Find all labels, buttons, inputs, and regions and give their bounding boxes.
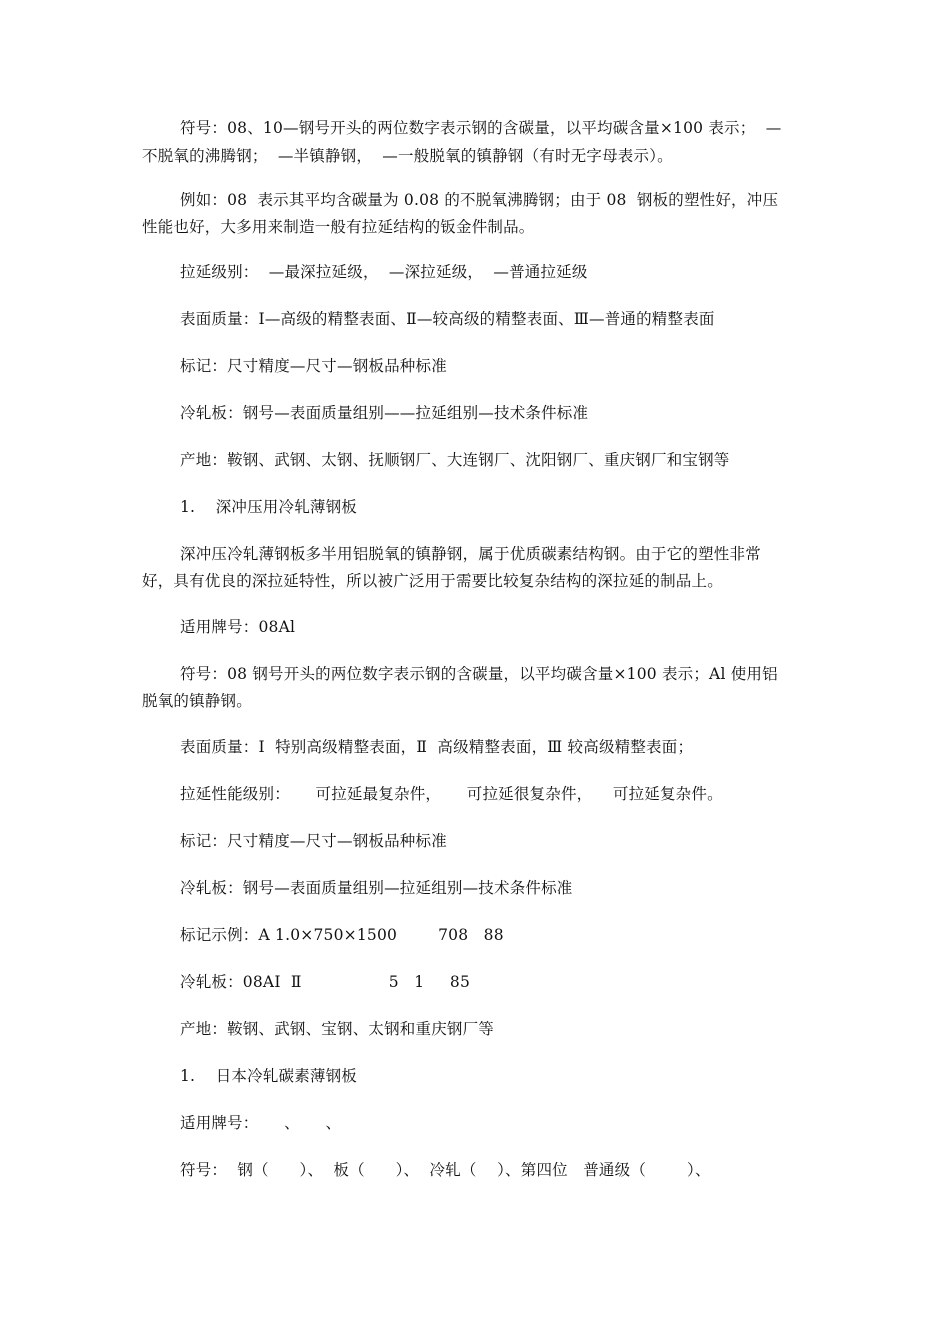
text-line: 好，具有优良的深拉延特性，所以被广泛用于需要比较复杂结构的深拉延的制品上。: [142, 572, 723, 590]
text-line: 标记示例：A 1.0×750×1500 708 88: [180, 926, 504, 944]
text-line: 冷轧板：钢号—表面质量组别——拉延组别—技术条件标准: [180, 404, 589, 422]
text-line: 产地：鞍钢、武钢、太钢、抚顺钢厂、大连钢厂、沈阳钢厂、重庆钢厂和宝钢等: [180, 451, 730, 469]
text-line: 不脱氧的沸腾钢； —半镇静钢， —一般脱氧的镇静钢（有时无字母表示）。: [142, 147, 673, 165]
text-line: 性能也好，大多用来制造一般有拉延结构的钣金件制品。: [142, 218, 535, 236]
text-line: 表面质量：Ⅰ—高级的精整表面、Ⅱ—较高级的精整表面、Ⅲ—普通的精整表面: [180, 310, 715, 328]
text-line: 符号： 钢（ ）、 板（ ）、 冷轧（ ）、第四位 普通级（ ）、: [180, 1161, 711, 1179]
text-line: 冷轧板：钢号—表面质量组别—拉延组别—技术条件标准: [180, 879, 573, 897]
text-line: 冷轧板：08AⅠ Ⅱ 5 1 85: [180, 973, 471, 991]
text-line: 拉延性能级别： 可拉延最复杂件， 可拉延很复杂件， 可拉延复杂件。: [180, 785, 723, 803]
text-line: 产地：鞍钢、武钢、宝钢、太钢和重庆钢厂等: [180, 1020, 495, 1038]
text-line: 标记：尺寸精度—尺寸—钢板品种标准: [180, 832, 447, 850]
text-line: 拉延级别： —最深拉延级， —深拉延级， —普通拉延级: [180, 263, 588, 281]
text-line: 适用牌号： 、 、: [180, 1114, 342, 1132]
text-line: 标记：尺寸精度—尺寸—钢板品种标准: [180, 357, 447, 375]
text-line: 符号：08 钢号开头的两位数字表示钢的含碳量，以平均碳含量×100 表示；Al 使用铝: [180, 665, 778, 683]
text-line: 表面质量：Ⅰ 特别高级精整表面，Ⅱ 高级精整表面，Ⅲ 较高级精整表面；: [180, 738, 694, 756]
section-heading: 1. 日本冷轧碳素薄钢板: [180, 1067, 357, 1085]
text-line: 符号：08、10—钢号开头的两位数字表示钢的含碳量，以平均碳含量×100 表示； —: [180, 119, 782, 137]
text-line: 例如：08 表示其平均含碳量为 0.08 的不脱氧沸腾钢；由于 08 钢板的塑性好，冲压: [180, 191, 779, 209]
text-line: 脱氧的镇静钢。: [142, 692, 252, 710]
text-line: 深冲压冷轧薄钢板多半用铝脱氧的镇静钢，属于优质碳素结构钢。由于它的塑性非常: [180, 545, 761, 563]
section-heading: 1. 深冲压用冷轧薄钢板: [180, 498, 357, 516]
text-line: 适用牌号：08Al: [180, 618, 296, 636]
